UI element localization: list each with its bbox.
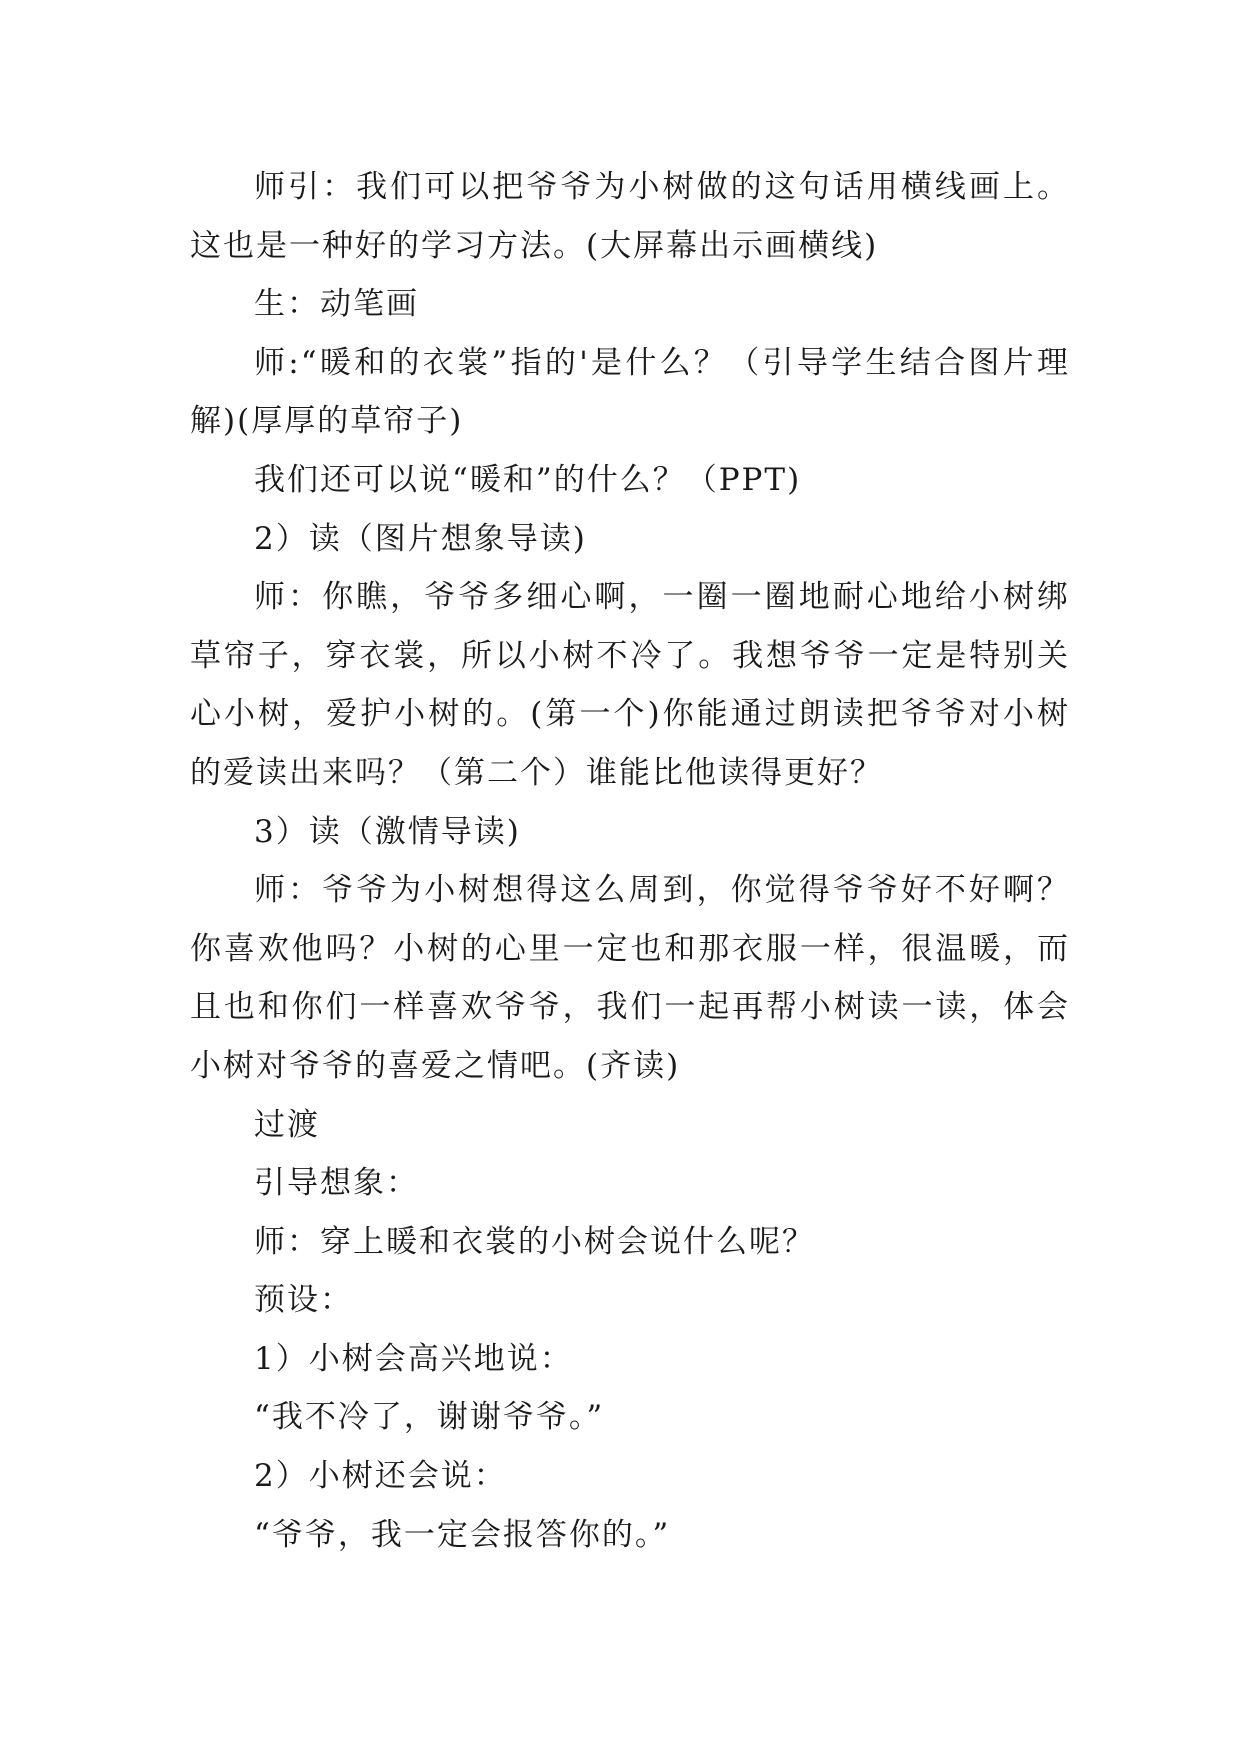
paragraph: 师：穿上暖和衣裳的小树会说什么呢？ bbox=[254, 1223, 815, 1260]
paragraph: 师：爷爷为小树想得这么周到，你觉得爷爷好不好啊？你喜欢他吗？小树的心里一定也和那衣服一样，很温暖，而且也和你们一样喜欢爷爷，我们一起再帮小树读一读，体会小树对爷爷的喜爱之情吧。(齐读) bbox=[190, 872, 1070, 1084]
paragraph: 过渡 bbox=[254, 1106, 320, 1143]
paragraph: 师引：我们可以把爷爷为小树做的这句话用横线画上。这也是一种好的学习方法。(大屏幕出示画横线) bbox=[190, 169, 1070, 264]
paragraph: 1）小树会高兴地说： bbox=[254, 1340, 573, 1377]
paragraph: “爷爷，我一定会报答你的。” bbox=[254, 1516, 671, 1553]
paragraph: 师：你瞧，爷爷多细心啊，一圈一圈地耐心地给小树绑草帘子，穿衣裳，所以小树不冷了。我想爷爷一定是特别关心小树，爱护小树的。(第一个)你能通过朗读把爷爷对小树的爱读出来吗？（第二个）谁能比他读得更好？ bbox=[190, 579, 1070, 791]
paragraph: 2）读（图片想象导读) bbox=[254, 520, 587, 557]
paragraph: 我们还可以说“暖和”的什么？（PPT) bbox=[254, 461, 802, 498]
paragraph: 引导想象： bbox=[254, 1165, 419, 1202]
paragraph: 2）小树还会说： bbox=[254, 1458, 507, 1495]
document-page bbox=[190, 158, 1070, 1564]
paragraph: 师:“暖和的衣裳”指的'是什么？（引导学生结合图片理解)(厚厚的草帘子) bbox=[190, 344, 1070, 440]
paragraph: “我不冷了，谢谢爷爷。” bbox=[254, 1399, 605, 1436]
paragraph: 3）读（激情导读) bbox=[254, 813, 521, 850]
paragraph: 预设： bbox=[254, 1282, 353, 1319]
paragraph: 生：动笔画 bbox=[254, 286, 419, 323]
